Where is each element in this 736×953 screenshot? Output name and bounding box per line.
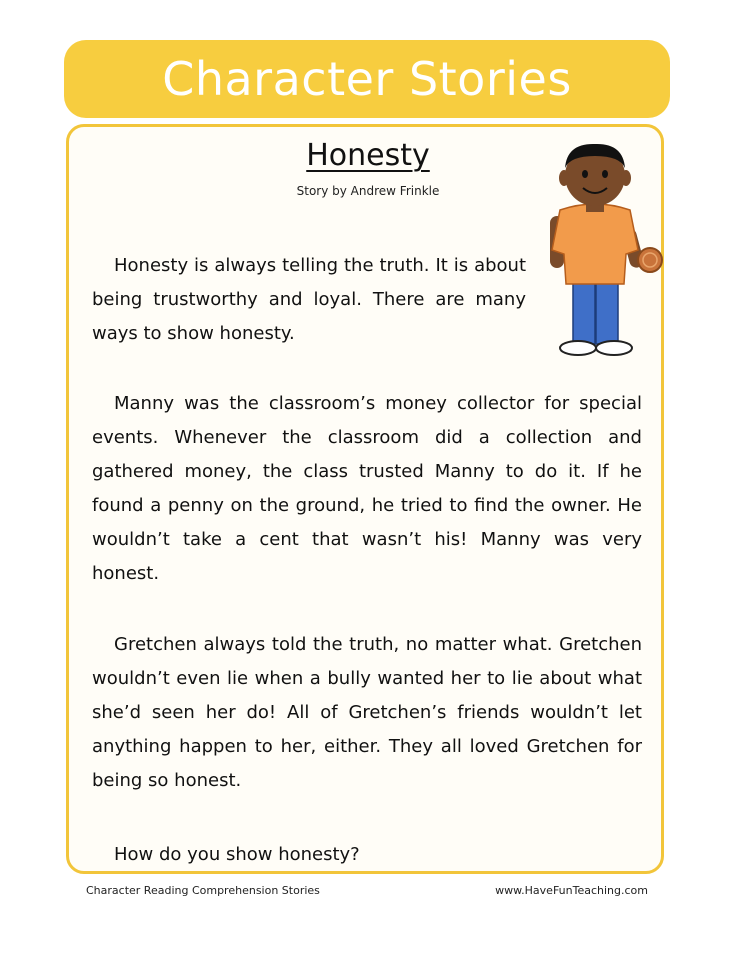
story-paragraph-3: Gretchen always told the truth, no matter what. Gretchen wouldn’t even lie when a bully wanted her to lie about what she’d seen her do! All of Gretchen’s friends wouldn’t let anything happen to her, either. They all loved Gretchen for being so honest. <box>92 634 642 791</box>
story-byline: Story by Andrew Frinkle <box>296 184 440 198</box>
title-banner <box>64 40 670 118</box>
story-title: Honesty <box>306 138 430 173</box>
page-title: Character Stories <box>162 52 572 106</box>
story-question: How do you show honesty? <box>114 844 360 865</box>
story-paragraph-1: Honesty is always telling the truth. It is about being trustworthy and loyal. There are many ways to show honesty. <box>92 255 526 344</box>
boy-with-penny-icon <box>540 138 670 363</box>
footer-website: www.HaveFunTeaching.com <box>495 884 648 897</box>
footer-series-label: Character Reading Comprehension Stories <box>86 884 320 897</box>
story-paragraph-2: Manny was the classroom’s money collector for special events. Whenever the classroom did a collection and gathered money, the class trusted Manny to do it. If he found a penny on the ground, he tried to find the owner. He wouldn’t take a cent that wasn’t his! Manny was very honest. <box>92 393 642 584</box>
